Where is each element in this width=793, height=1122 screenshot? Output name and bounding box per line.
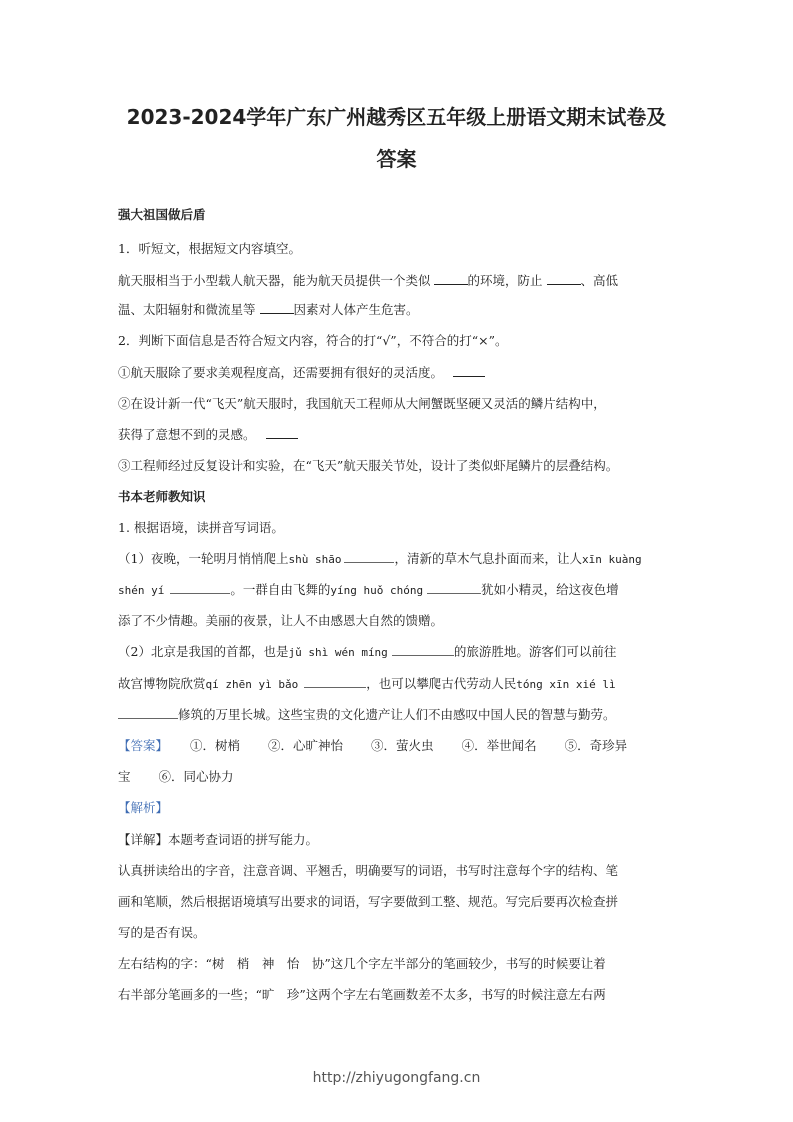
section1-q2-item1	[118, 364, 683, 382]
section2-question1: 1. 根据语境，读拼音写词语。	[118, 520, 284, 535]
section1-q2-item2-line1: ②在设计新一代“飞天”航天服时，我国航天工程师从大闸蟹既坚硬又灵活的鳞片结构中，	[118, 396, 606, 411]
section1-q1-line1	[118, 272, 683, 290]
text-segment: 、高低	[580, 273, 619, 288]
text-segment: 温、太阳辐射和微流星等	[118, 302, 256, 317]
answer-line2	[118, 768, 683, 786]
explain-line: 认真拼读给出的字音，注意音调、平翘舌，明确要写的词语，书写时注意每个字的结构、笔	[118, 863, 619, 878]
pinyin: shén yí	[118, 584, 165, 597]
answer-blank[interactable]	[260, 301, 294, 314]
answer-blank[interactable]	[304, 675, 366, 688]
section1-q2-item3: ③工程师经过反复设计和实验，在“飞天”航天服关节处，设计了类似虾尾鳞片的层叠结构。	[118, 458, 619, 473]
doc-title-line2: 答案	[376, 147, 417, 171]
text-segment: 故宫博物院欣赏	[118, 676, 206, 691]
answer-blank[interactable]	[118, 706, 178, 719]
answer-item: ③．萤火虫	[371, 738, 434, 753]
text-segment: 的旅游胜地。游客们可以前往	[453, 644, 617, 659]
answer-blank[interactable]	[392, 643, 454, 656]
explain-line: 左右结构的字：“树 梢 神 怡 协”这几个字左半部分的笔画较少，书写的时候要让着	[118, 956, 606, 971]
section1-question2: 2．判断下面信息是否符合短文内容，符合的打“√”，不符合的打“×”。	[118, 333, 508, 348]
detail-line	[118, 831, 683, 849]
text-segment: ，也可以攀爬古代劳动人民	[366, 676, 517, 691]
answer-blank[interactable]	[344, 550, 394, 563]
answer-label: 【答案】	[118, 738, 169, 753]
answer-line1	[118, 737, 683, 755]
text-segment: 因素对人体产生危害。	[293, 302, 419, 317]
explain-line: 写的是否有误。	[118, 925, 206, 940]
text-segment: 。一群自由飞舞的	[230, 582, 331, 597]
section2-p2-line2	[118, 675, 683, 694]
answer-blank[interactable]	[453, 364, 485, 377]
answer-blank[interactable]	[434, 272, 468, 285]
text-segment: ①航天服除了要求美观程度高，还需要拥有很好的灵活度。	[118, 365, 444, 380]
doc-title-line1: 2023-2024学年广东广州越秀区五年级上册语文期末试卷及	[126, 105, 667, 129]
answer-blank[interactable]	[170, 581, 230, 594]
section1-q1-line2	[118, 301, 683, 319]
explain-line: 画和笔顺，然后根据语境填写出要求的词语，写字要做到工整、规范。写完后要再次检查拼	[118, 894, 619, 909]
answer-item: ⑥．同心协力	[158, 769, 234, 784]
text-segment: （1）夜晚，一轮明月悄悄爬上	[118, 551, 289, 566]
text-segment: （2）北京是我国的首都，也是	[118, 644, 289, 659]
section2-p1-line2	[118, 581, 683, 600]
section1-question1: 1．听短文，根据短文内容填空。	[118, 241, 301, 256]
detail-label: 【详解】	[118, 832, 169, 847]
pinyin: qí zhēn yì bǎo	[205, 678, 299, 691]
detail-text: 本题考查词语的拼写能力。	[168, 832, 319, 847]
section1-heading: 强大祖国做后盾	[118, 207, 206, 222]
explain-line: 右半部分笔画多的一些；“旷 珍”这两个字左右笔画数差不太多，书写的时候注意左右两	[118, 987, 606, 1002]
pinyin: jǔ shì wén míng	[288, 646, 388, 659]
answer-item: ⑤．奇珍异	[564, 738, 628, 753]
pinyin: xīn kuàng	[581, 553, 642, 566]
section2-p1-line1	[118, 550, 683, 569]
text-segment: 犹如小精灵，给这夜色增	[481, 582, 619, 597]
section2-p1-line3: 添了不少情趣。美丽的夜景，让人不由感恩大自然的馈赠。	[118, 613, 444, 628]
answer-blank[interactable]	[547, 272, 581, 285]
answer-blank[interactable]	[427, 581, 481, 594]
text-segment: 航天服相当于小型载人航天器，能为航天员提供一个类似	[118, 273, 431, 288]
section2-heading: 书本老师教知识	[118, 489, 206, 504]
text-segment: ，清新的草木气息扑面而来，让人	[394, 551, 582, 566]
answer-item: ②．心旷神怡	[268, 738, 344, 753]
text-segment: 获得了意想不到的灵感。	[118, 427, 256, 442]
answer-blank[interactable]	[266, 426, 298, 439]
text-segment: 修筑的万里长城。这些宝贵的文化遗产让人们不由感叹中国人民的智慧与勤劳。	[178, 707, 616, 722]
text-segment: 的环境，防止	[467, 273, 543, 288]
section2-p2-line3	[118, 706, 683, 724]
answer-item: ④．举世闻名	[461, 738, 537, 753]
answer-item: ①．树梢	[190, 738, 241, 753]
footer-url[interactable]: http://zhiyugongfang.cn	[312, 1070, 481, 1086]
section2-p2-line1	[118, 643, 683, 662]
pinyin: shù shāo	[288, 553, 342, 566]
answer-item: 宝	[118, 769, 131, 784]
analysis-label: 【解析】	[118, 800, 169, 815]
pinyin: tóng xīn xié lì	[516, 678, 616, 691]
pinyin: yíng huǒ chóng	[330, 584, 424, 597]
section1-q2-item2-line2	[118, 426, 683, 444]
